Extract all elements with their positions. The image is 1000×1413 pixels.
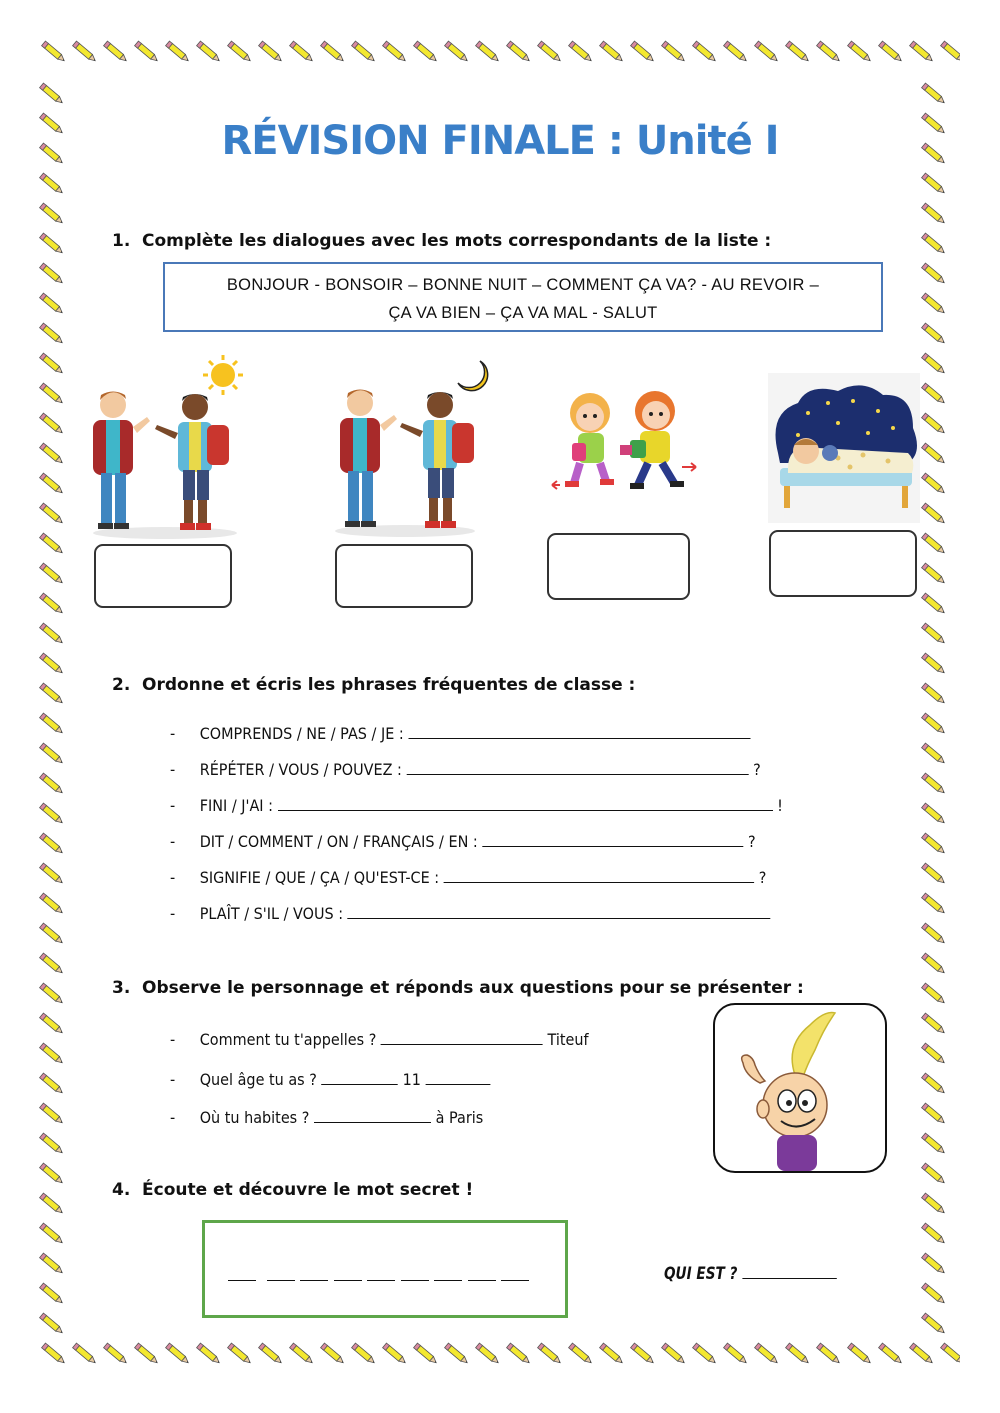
titeuf-image — [713, 1003, 887, 1173]
presentation-question: Où tu habites ? — [199, 1108, 310, 1127]
pencil-icon — [102, 1340, 133, 1371]
presentation-answer: à Paris — [435, 1108, 484, 1127]
pencil-icon — [412, 1340, 443, 1371]
pencil-icon — [102, 38, 133, 69]
pencil-icon — [38, 950, 78, 980]
presentation-row-2 — [170, 1070, 490, 1089]
pencil-icon — [350, 1340, 381, 1371]
pencil-icon — [38, 380, 78, 410]
pencil-icon — [38, 710, 78, 740]
pencil-icon — [660, 38, 691, 69]
pencil-icon — [722, 1340, 753, 1371]
list-dash: - — [170, 1070, 176, 1089]
pencil-icon — [257, 1340, 288, 1371]
pencil-icon — [319, 38, 350, 69]
pencil-icon — [920, 260, 960, 290]
pencil-icon — [38, 1250, 78, 1280]
pencil-icon — [38, 530, 78, 560]
pencil-icon — [920, 410, 960, 440]
sentence-words: DIT / COMMENT / ON / FRANÇAIS / EN : — [199, 832, 478, 851]
word-list-line-2: ÇA VA BIEN – ÇA VA MAL - SALUT — [388, 304, 658, 322]
list-dash: - — [170, 796, 176, 815]
who-is-it-prompt — [664, 1264, 837, 1284]
pencil-icon — [288, 38, 319, 69]
pencil-icon — [815, 38, 846, 69]
sentence-words: PLAÎT / S'IL / VOUS : — [199, 904, 344, 923]
answer-line[interactable] — [482, 832, 743, 847]
pencil-icon — [784, 1340, 815, 1371]
pencil-border-left — [38, 80, 82, 1342]
pencil-icon — [38, 1040, 78, 1070]
pencil-icon — [38, 1310, 78, 1340]
pencil-icon — [815, 1340, 846, 1371]
end-punctuation: ? — [753, 760, 761, 779]
pencil-icon — [920, 350, 960, 380]
sentence-words: SIGNIFIE / QUE / ÇA / QU'EST-CE : — [199, 868, 440, 887]
pencil-icon — [38, 1220, 78, 1250]
pencil-icon — [38, 440, 78, 470]
pencil-icon — [920, 950, 960, 980]
pencil-icon — [920, 1130, 960, 1160]
pencil-icon — [920, 320, 960, 350]
pencil-icon — [920, 1100, 960, 1130]
question-2-number: 2. — [112, 675, 131, 695]
question-1-instruction: Complète les dialogues avec les mots correspondants de la liste : — [142, 231, 772, 251]
sentence-row-1 — [170, 724, 750, 743]
pencil-icon — [474, 38, 505, 69]
answer-line[interactable] — [348, 904, 771, 919]
pencil-icon — [319, 1340, 350, 1371]
pencil-border-top — [40, 38, 960, 82]
secret-word-blanks[interactable] — [228, 1266, 529, 1286]
sentence-words: RÉPÉTER / VOUS / POUVEZ : — [199, 760, 402, 779]
pencil-icon — [38, 860, 78, 890]
pencil-icon — [505, 1340, 536, 1371]
pencil-icon — [38, 980, 78, 1010]
answer-box-3[interactable] — [547, 533, 690, 600]
pencil-icon — [920, 1010, 960, 1040]
answer-box-4[interactable] — [769, 530, 917, 597]
pencil-icon — [38, 800, 78, 830]
answer-line[interactable] — [314, 1108, 431, 1123]
question-1-heading — [112, 231, 771, 251]
who-is-it-answer-line[interactable] — [742, 1264, 836, 1279]
pencil-icon — [38, 170, 78, 200]
pencil-icon — [164, 1340, 195, 1371]
list-dash: - — [170, 904, 176, 923]
end-punctuation: ! — [777, 796, 783, 815]
pencil-icon — [38, 1100, 78, 1130]
child-sleeping-image — [768, 373, 920, 523]
answer-line[interactable] — [444, 868, 755, 883]
pencil-icon — [691, 38, 722, 69]
pencil-icon — [939, 38, 960, 69]
pencil-icon — [350, 38, 381, 69]
word-list-box — [163, 262, 883, 332]
pencil-icon — [133, 1340, 164, 1371]
question-2-heading — [112, 675, 635, 695]
end-punctuation: ? — [747, 832, 756, 851]
pencil-icon — [660, 1340, 691, 1371]
pencil-icon — [629, 1340, 660, 1371]
pencil-icon — [920, 710, 960, 740]
pencil-icon — [629, 38, 660, 69]
pencil-icon — [38, 1160, 78, 1190]
pencil-icon — [846, 1340, 877, 1371]
pencil-icon — [38, 1280, 78, 1310]
pencil-icon — [753, 38, 784, 69]
pencil-icon — [38, 770, 78, 800]
pencil-icon — [920, 470, 960, 500]
pencil-icon — [920, 1190, 960, 1220]
pencil-icon — [567, 1340, 598, 1371]
pencil-icon — [38, 830, 78, 860]
pencil-icon — [443, 38, 474, 69]
question-1-number: 1. — [112, 231, 131, 251]
pencil-icon — [567, 38, 598, 69]
who-is-it-label: QUI EST ? — [664, 1264, 738, 1284]
answer-line[interactable] — [321, 1070, 398, 1085]
pencil-icon — [920, 500, 960, 530]
pencil-icon — [195, 1340, 226, 1371]
presentation-row-1 — [170, 1030, 589, 1049]
presentation-question: Comment tu t'appelles ? — [199, 1030, 377, 1049]
kids-leaving-image — [550, 385, 700, 505]
pencil-icon — [40, 38, 71, 69]
list-dash: - — [170, 832, 176, 851]
pencil-icon — [920, 590, 960, 620]
pencil-icon — [38, 590, 78, 620]
pencil-icon — [877, 1340, 908, 1371]
pencil-icon — [536, 1340, 567, 1371]
boys-greeting-sun-image — [85, 355, 250, 540]
pencil-icon — [920, 530, 960, 560]
pencil-icon — [920, 650, 960, 680]
pencil-icon — [920, 800, 960, 830]
pencil-icon — [784, 38, 815, 69]
answer-line[interactable] — [407, 760, 749, 775]
pencil-icon — [920, 200, 960, 230]
list-dash: - — [170, 724, 176, 743]
pencil-icon — [226, 38, 257, 69]
sentence-row-6 — [170, 904, 771, 923]
pencil-icon — [920, 770, 960, 800]
pencil-icon — [38, 470, 78, 500]
pencil-icon — [920, 80, 960, 110]
sentence-row-4 — [170, 832, 756, 851]
question-4-instruction: Écoute et découvre le mot secret ! — [142, 1180, 474, 1200]
pencil-icon — [412, 38, 443, 69]
presentation-question: Quel âge tu as ? — [199, 1070, 317, 1089]
pencil-icon — [38, 1070, 78, 1100]
pencil-icon — [598, 1340, 629, 1371]
pencil-icon — [920, 1250, 960, 1280]
pencil-icon — [38, 920, 78, 950]
pencil-icon — [71, 38, 102, 69]
pencil-icon — [38, 260, 78, 290]
pencil-icon — [920, 1070, 960, 1100]
pencil-icon — [38, 410, 78, 440]
list-dash: - — [170, 868, 176, 887]
question-4-number: 4. — [112, 1180, 131, 1200]
answer-line[interactable] — [425, 1070, 490, 1085]
pencil-icon — [920, 290, 960, 320]
pencil-icon — [505, 38, 536, 69]
sun-icon — [203, 355, 243, 395]
pencil-icon — [226, 1340, 257, 1371]
pencil-icon — [38, 680, 78, 710]
page-title: RÉVISION FINALE : Unité I — [221, 118, 779, 164]
pencil-border-right — [920, 80, 964, 1342]
list-dash: - — [170, 760, 176, 779]
pencil-icon — [381, 38, 412, 69]
pencil-icon — [908, 1340, 939, 1371]
pencil-icon — [38, 350, 78, 380]
question-4-heading — [112, 1180, 473, 1200]
pencil-icon — [920, 170, 960, 200]
pencil-icon — [722, 38, 753, 69]
pencil-icon — [474, 1340, 505, 1371]
pencil-icon — [164, 38, 195, 69]
pencil-icon — [38, 650, 78, 680]
pencil-icon — [920, 440, 960, 470]
pencil-icon — [443, 1340, 474, 1371]
pencil-icon — [38, 560, 78, 590]
pencil-icon — [920, 380, 960, 410]
pencil-icon — [920, 920, 960, 950]
sentence-row-2 — [170, 760, 761, 779]
pencil-icon — [598, 38, 629, 69]
question-3-number: 3. — [112, 978, 131, 998]
pencil-icon — [920, 1310, 960, 1340]
pencil-icon — [920, 230, 960, 260]
pencil-icon — [38, 1130, 78, 1160]
answer-line[interactable] — [408, 724, 750, 739]
pencil-icon — [257, 38, 288, 69]
pencil-icon — [288, 1340, 319, 1371]
answer-line[interactable] — [278, 796, 773, 811]
presentation-answer: 11 — [402, 1070, 421, 1089]
pencil-icon — [920, 980, 960, 1010]
pencil-icon — [920, 1220, 960, 1250]
moon-icon — [458, 361, 488, 391]
answer-box-2[interactable] — [335, 544, 473, 608]
pencil-icon — [920, 560, 960, 590]
question-3-heading — [112, 978, 804, 998]
question-2-instruction: Ordonne et écris les phrases fréquentes de classe : — [142, 675, 636, 695]
answer-line[interactable] — [381, 1030, 543, 1045]
pencil-icon — [38, 200, 78, 230]
pencil-icon — [846, 38, 877, 69]
pencil-icon — [40, 1340, 71, 1371]
question-3-instruction: Observe le personnage et réponds aux questions pour se présenter : — [142, 978, 804, 998]
sentence-row-3 — [170, 796, 783, 815]
pencil-icon — [920, 740, 960, 770]
pencil-icon — [38, 320, 78, 350]
pencil-icon — [908, 38, 939, 69]
pencil-icon — [38, 620, 78, 650]
pencil-icon — [939, 1340, 960, 1371]
pencil-icon — [920, 1040, 960, 1070]
boys-greeting-moon-image — [330, 355, 490, 540]
list-dash: - — [170, 1108, 176, 1127]
pencil-icon — [38, 890, 78, 920]
pencil-icon — [38, 740, 78, 770]
sentence-row-5 — [170, 868, 766, 887]
sentence-words: FINI / J'AI : — [199, 796, 273, 815]
sentence-words: COMPRENDS / NE / PAS / JE : — [199, 724, 404, 743]
pencil-icon — [38, 1190, 78, 1220]
pencil-icon — [536, 38, 567, 69]
presentation-row-3 — [170, 1108, 483, 1127]
pencil-icon — [753, 1340, 784, 1371]
pencil-icon — [38, 80, 78, 110]
pencil-icon — [920, 680, 960, 710]
pencil-icon — [920, 830, 960, 860]
pencil-icon — [381, 1340, 412, 1371]
word-list-line-1: BONJOUR - BONSOIR – BONNE NUIT – COMMENT ÇA VA? - AU REVOIR – — [226, 276, 820, 294]
pencil-icon — [71, 1340, 102, 1371]
pencil-icon — [38, 290, 78, 320]
pencil-icon — [38, 500, 78, 530]
end-punctuation: ? — [758, 868, 767, 887]
pencil-icon — [877, 38, 908, 69]
pencil-icon — [38, 230, 78, 260]
answer-box-1[interactable] — [94, 544, 232, 608]
pencil-icon — [920, 890, 960, 920]
pencil-border-bottom — [40, 1340, 960, 1384]
pencil-icon — [133, 38, 164, 69]
pencil-icon — [920, 860, 960, 890]
presentation-answer: Titeuf — [547, 1030, 589, 1049]
pencil-icon — [691, 1340, 722, 1371]
pencil-icon — [195, 38, 226, 69]
pencil-icon — [38, 1010, 78, 1040]
pencil-icon — [920, 1160, 960, 1190]
pencil-icon — [920, 620, 960, 650]
list-dash: - — [170, 1030, 176, 1049]
pencil-icon — [920, 1280, 960, 1310]
